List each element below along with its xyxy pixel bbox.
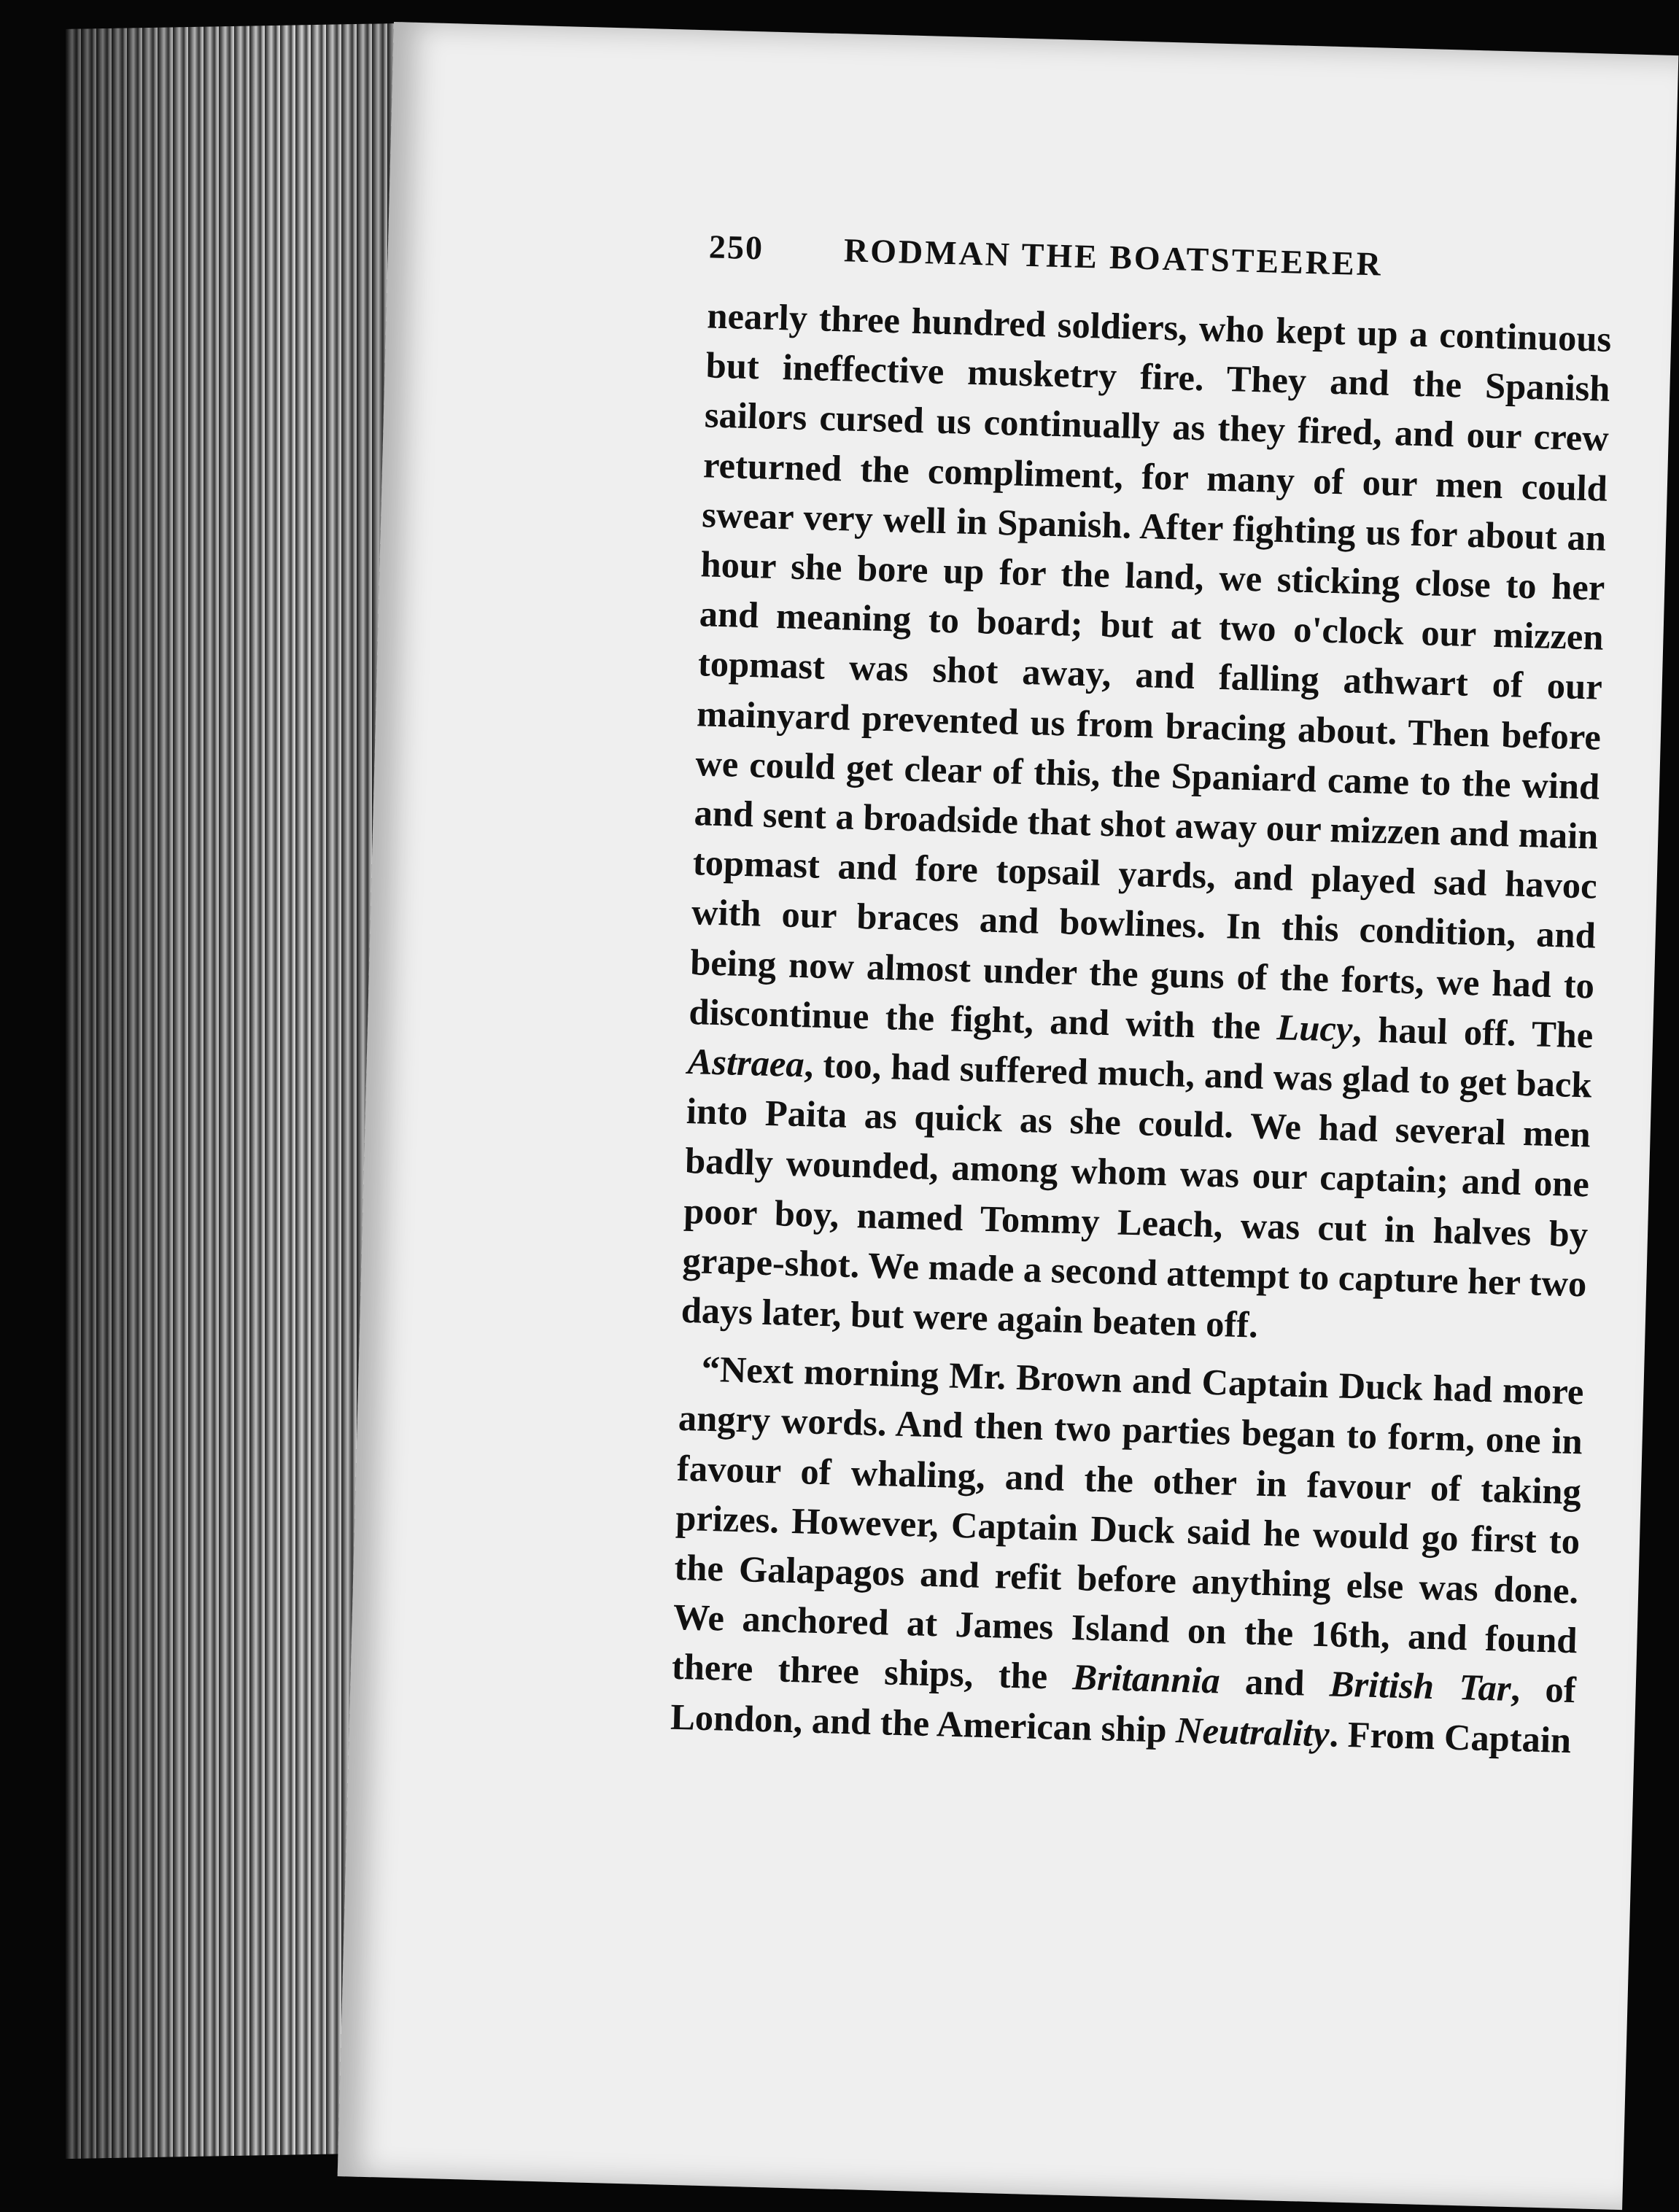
paragraph-2-text-a: “Next morning Mr. Brown and Captain Duck had more angry words. And then two parties began to form, one in favour of whaling, and the other in favour of taking prizes. However, Captain Duck said he would go first to the Galapagos and refit before anything else was done. We anchored at James Island on the 16th, and found there three ships, the (671, 1348, 1585, 1698)
book-page (338, 22, 1679, 2210)
page-number: 250 (708, 228, 764, 267)
running-head (708, 227, 1613, 289)
paragraph-2-text-b: and (1219, 1660, 1330, 1704)
ship-name-neutrality: Neutrality (1175, 1709, 1330, 1755)
paragraph-1-text-b: , haul off. The (1352, 1008, 1594, 1056)
ship-name-britannia: Britannia (1071, 1656, 1221, 1701)
page-content (670, 227, 1613, 1765)
paragraph-1-text-c: , too, had suffered much, and was glad to get back into Paita as quick as she could. We had several men badly wounded, among whom was our captain; and one poor boy, named Tommy Leach, was cut in halves by grape-shot. We made a second attempt to capture her two days later, but were again beaten off. (680, 1044, 1593, 1346)
paragraph-2-text-d: . From Captain (1328, 1713, 1572, 1761)
running-title: RODMAN THE BOATSTEERER (843, 231, 1384, 283)
ship-name-astraea: Astraea (687, 1041, 805, 1085)
paragraph-1-text-a: nearly three hundred soldiers, who kept up a continuous but ineffective musketry fire. They and the Spanish sailors cursed us continually as they fired, and our crew returned the compliment, for many of our men could swear very well in Spanish. After fighting us for about an hour she bore up for the land, we sticking close to her and meaning to board; but at two o'clock our mizzen topmast was shot away, and falling athwart of our mainyard prevented us from bracing about. Then before we could get clear of this, the Spaniard came to the wind and sent a broadside that shot away our mizzen and main topmast and fore topsail yards, and played sad havoc with our braces and bowlines. In this condition, and being now almost under the guns of the forts, we had to discontinue the fight, and with the (688, 295, 1612, 1047)
ship-name-british-tar: British Tar (1329, 1663, 1512, 1710)
ship-name-lucy: Lucy (1276, 1006, 1354, 1049)
paragraph-2 (670, 1343, 1584, 1765)
paragraph-2-text-c: , of London, and the American ship (670, 1668, 1577, 1750)
body-text (670, 290, 1612, 1765)
paragraph-1 (680, 290, 1612, 1358)
